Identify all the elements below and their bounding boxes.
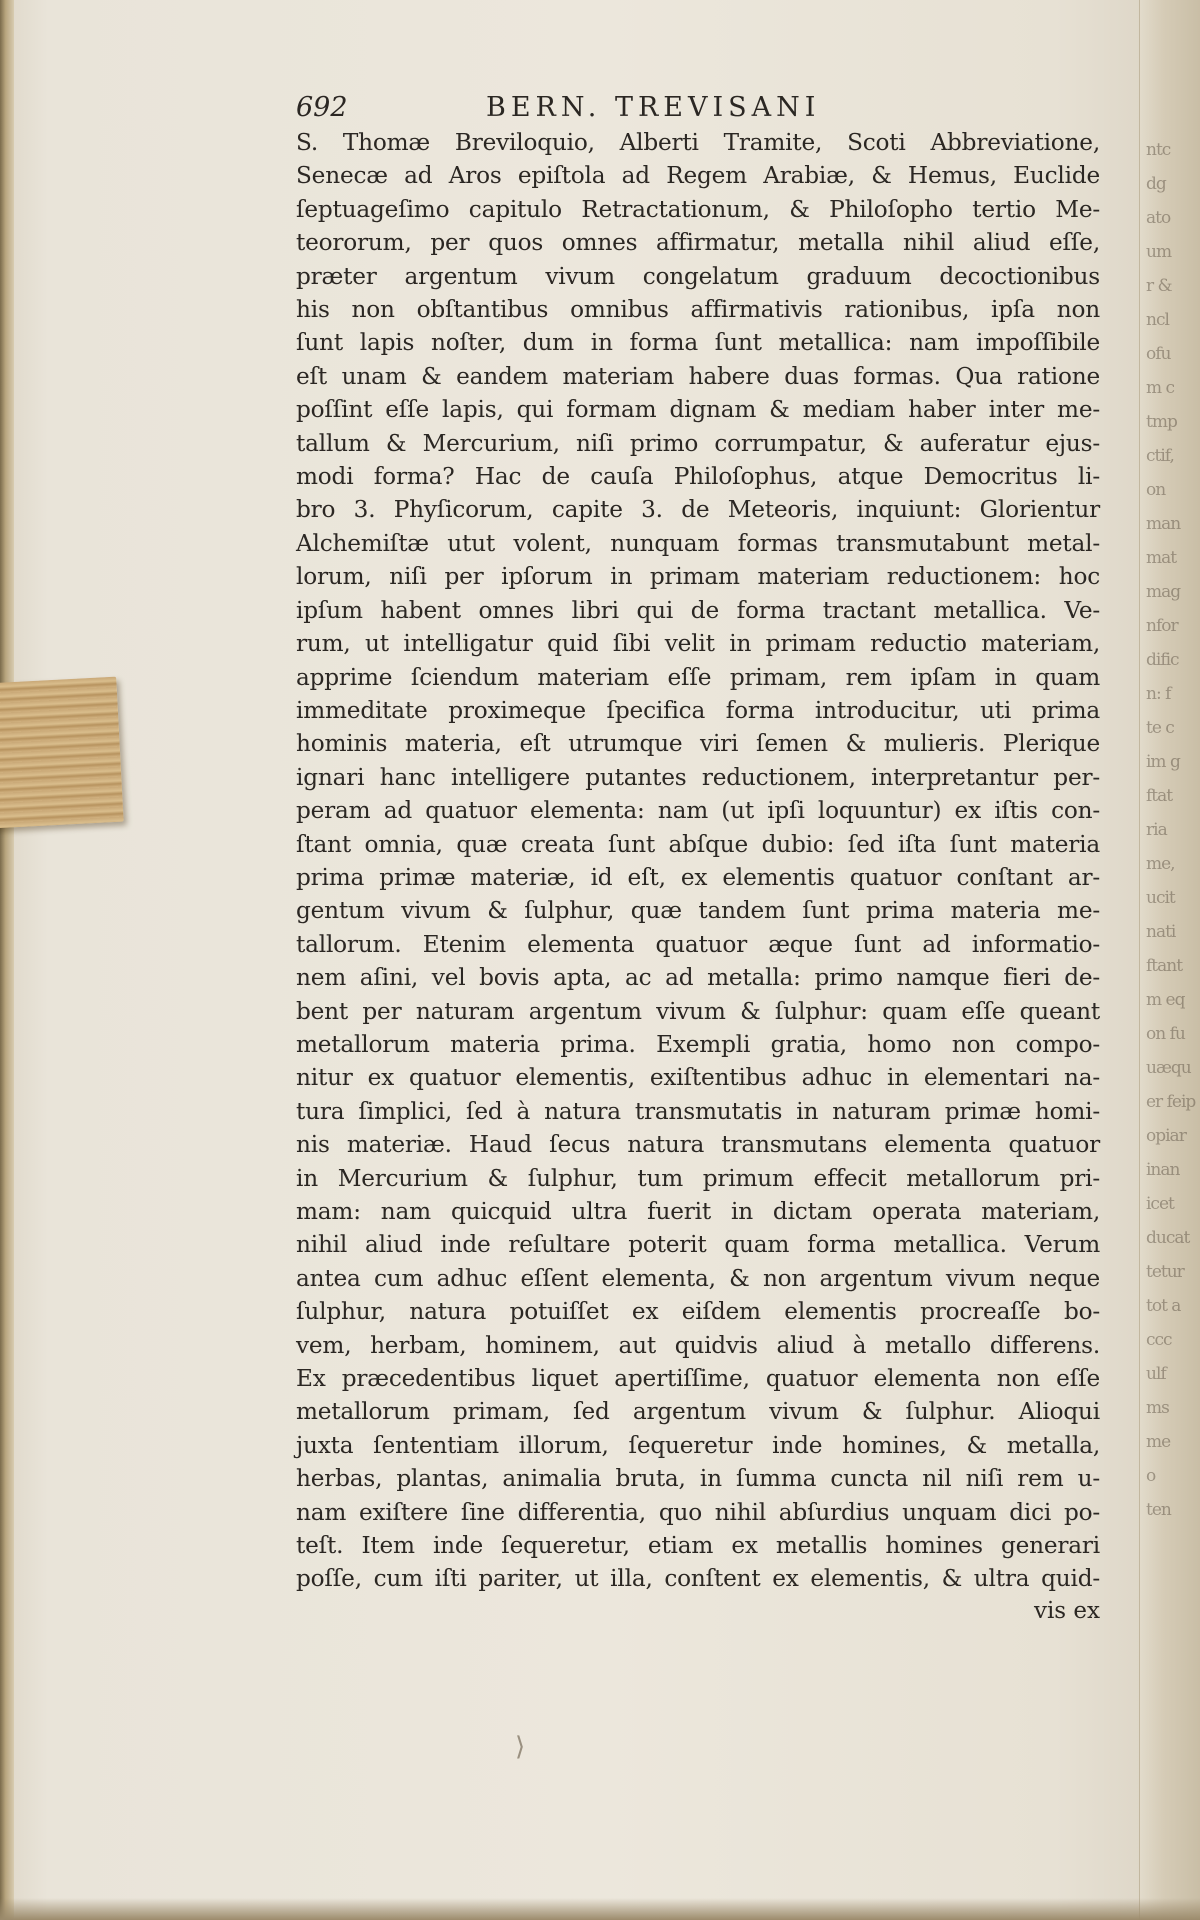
bleed-fragment: ftant — [1146, 956, 1183, 976]
text-line: ſeptuageſimo capitulo Retractationum, & Philoſopho tertio Me- — [296, 195, 1100, 223]
text-line: in Mercurium & ſulphur, tum primum effecit metallorum pri- — [296, 1164, 1100, 1192]
wooden-bookmark-strip — [0, 677, 124, 829]
page-header — [296, 86, 1100, 126]
text-line: his non obſtantibus omnibus affirmativis rationibus, ipſa non — [296, 296, 1100, 324]
text-line: antea cum adhuc eſſent elementa, & non argentum vivum neque — [296, 1264, 1100, 1292]
text-line: vem, herbam, hominem, aut quidvis aliud à metallo differens. — [296, 1331, 1100, 1359]
text-line: apprime ſciendum materiam eſſe primam, rem ipſam in quam — [296, 663, 1100, 691]
text-line: lorum, niſi per ipſorum in primam materiam reductionem: hoc — [296, 563, 1100, 591]
text-line: poſſe, cum iſti pariter, ut illa, conſtent ex elementis, & ultra quid- — [296, 1565, 1100, 1593]
text-line: herbas, plantas, animalia bruta, in ſumma cuncta nil niſi rem u- — [296, 1465, 1100, 1493]
bleed-fragment: ctif, — [1146, 446, 1174, 466]
text-line: metallorum materia prima. Exempli gratia, homo non compo- — [296, 1030, 1100, 1058]
text-line: prima primæ materiæ, id eſt, ex elementis quatuor conſtant ar- — [296, 863, 1100, 891]
bleed-fragment: im g — [1146, 752, 1180, 772]
bleed-fragment: man — [1146, 514, 1181, 534]
text-line: tallum & Mercurium, niſi primo corrumpatur, & auferatur ejus- — [296, 429, 1100, 457]
bleed-fragment: ducat — [1146, 1228, 1190, 1248]
catchword: vis ex — [1033, 1597, 1100, 1624]
bleed-fragment: dg — [1146, 174, 1166, 194]
bleed-fragment: ofu — [1146, 344, 1171, 364]
text-line: teororum, per quos omnes affirmatur, metalla nihil aliud eſſe, — [296, 229, 1100, 257]
bleed-fragment: ulf — [1146, 1364, 1166, 1384]
bleed-fragment: ten — [1146, 1500, 1171, 1520]
text-line: ſulphur, natura potuiſſet ex eiſdem elementis procreaſſe bo- — [296, 1298, 1100, 1326]
text-line: tura ſimplici, ſed à natura transmutatis in naturam primæ homi- — [296, 1097, 1100, 1125]
text-line: mam: nam quicquid ultra fuerit in dictam operata materiam, — [296, 1198, 1100, 1225]
text-line: ſtant omnia, quæ creata ſunt abſque dubio: ſed iſta ſunt materia — [296, 830, 1100, 858]
text-line: Senecæ ad Aros epiſtola ad Regem Arabiæ, & Hemus, Euclide — [296, 162, 1100, 190]
bleed-fragment: ccc — [1146, 1330, 1172, 1350]
bleed-fragment: ncl — [1146, 310, 1169, 330]
text-line: ignari hanc intelligere putantes reductionem, interpretantur per- — [296, 763, 1100, 791]
text-line: ipſum habent omnes libri qui de forma tractant metallica. Ve- — [296, 596, 1100, 624]
bottom-edge-shadow — [0, 1898, 1200, 1920]
bleed-fragment: tetur — [1146, 1262, 1184, 1282]
bleed-fragment: ftat — [1146, 786, 1173, 806]
bleed-fragment: r & — [1146, 276, 1172, 296]
text-line: præter argentum vivum congelatum graduum decoctionibus — [296, 262, 1100, 290]
facing-page-edge — [1139, 0, 1200, 1920]
bleed-fragment: opiar — [1146, 1126, 1186, 1146]
bleed-fragment: tmp — [1146, 412, 1177, 432]
text-line: modi forma? Hac de cauſa Philoſophus, atque Democritus li- — [296, 463, 1100, 491]
text-line: nem aſini, vel bovis apta, ac ad metalla: primo namque fieri de- — [296, 964, 1100, 992]
bleed-fragment: mat — [1146, 548, 1177, 568]
bleed-fragment: nati — [1146, 922, 1176, 942]
text-line: juxta ſententiam illorum, ſequeretur inde homines, & metalla, — [296, 1431, 1100, 1459]
bleed-fragment: te c — [1146, 718, 1174, 738]
bleed-fragment: ria — [1146, 820, 1167, 840]
bleed-fragment: me, — [1146, 854, 1175, 874]
text-line: Alchemiſtæ utut volent, nunquam formas transmutabunt metal- — [296, 529, 1100, 557]
bleed-fragment: tot a — [1146, 1296, 1181, 1316]
bleed-fragment: inan — [1146, 1160, 1180, 1180]
faint-mark: ⟩ — [515, 1732, 526, 1762]
bleed-fragment: ms — [1146, 1398, 1169, 1418]
bleed-fragment: on fu — [1146, 1024, 1185, 1044]
bleed-fragment: m eq — [1146, 990, 1185, 1010]
page-text-block — [296, 86, 1100, 1624]
text-line: rum, ut intelligatur quid ſibi velit in primam reductio materiam, — [296, 630, 1100, 658]
bleed-fragment: uæqu — [1146, 1058, 1191, 1078]
bleed-fragment: ato — [1146, 208, 1171, 228]
bleed-fragment: m c — [1146, 378, 1175, 398]
book-binding-edge — [0, 0, 14, 1920]
text-line: hominis materia, eſt utrumque viri ſemen & mulieris. Plerique — [296, 730, 1100, 758]
text-line: metallorum primam, ſed argentum vivum & ſulphur. Alioqui — [296, 1398, 1100, 1426]
bleed-fragment: um — [1146, 242, 1172, 262]
text-line: poſſint eſſe lapis, qui formam dignam & mediam haber inter me- — [296, 396, 1100, 424]
text-line: eſt unam & eandem materiam habere duas formas. Qua ratione — [296, 362, 1100, 390]
bleed-fragment: o — [1146, 1466, 1156, 1486]
bleed-fragment: ntc — [1146, 140, 1171, 160]
text-line: teſt. Item inde ſequeretur, etiam ex metallis homines generari — [296, 1532, 1100, 1560]
text-line: bent per naturam argentum vivum & ſulphur: quam eſſe queant — [296, 997, 1100, 1025]
text-line: nihil aliud inde reſultare poterit quam forma metallica. Verum — [296, 1231, 1100, 1259]
text-line: nam exiſtere ſine differentia, quo nihil abſurdius unquam dici po- — [296, 1498, 1100, 1526]
text-line: ſunt lapis noſter, dum in forma ſunt metallica: nam impoſſibile — [296, 329, 1100, 357]
running-head: BERN. TREVISANI — [486, 92, 821, 123]
text-line: tallorum. Etenim elementa quatuor æque ſunt ad informatio- — [296, 930, 1100, 958]
bleed-fragment: on — [1146, 480, 1166, 500]
bleed-fragment: mag — [1146, 582, 1181, 602]
text-line: peram ad quatuor elementa: nam (ut ipſi loquuntur) ex iſtis con- — [296, 797, 1100, 825]
text-line: S. Thomæ Breviloquio, Alberti Tramite, Scoti Abbreviatione, — [296, 129, 1100, 156]
text-line: immeditate proximeque ſpecifica forma introducitur, uti prima — [296, 696, 1100, 724]
body-text — [296, 126, 1100, 1596]
page-number: 692 — [296, 92, 348, 123]
bleed-fragment: icet — [1146, 1194, 1174, 1214]
text-line: nitur ex quatuor elementis, exiſtentibus adhuc in elementari na- — [296, 1064, 1100, 1092]
bleed-fragment: ucit — [1146, 888, 1175, 908]
text-line: gentum vivum & ſulphur, quæ tandem ſunt prima materia me- — [296, 897, 1100, 925]
bleed-fragment: er feip — [1146, 1092, 1196, 1112]
bleed-fragment: nfor — [1146, 616, 1178, 636]
bleed-fragment: dific — [1146, 650, 1179, 670]
bleed-fragment: me — [1146, 1432, 1171, 1452]
bleed-fragment: n: f — [1146, 684, 1171, 704]
text-line: nis materiæ. Haud ſecus natura transmutans elementa quatuor — [296, 1131, 1100, 1159]
text-line: bro 3. Phyſicorum, capite 3. de Meteoris, inquiunt: Glorientur — [296, 496, 1100, 524]
text-line: Ex præcedentibus liquet apertiſſime, quatuor elementa non eſſe — [296, 1365, 1100, 1393]
